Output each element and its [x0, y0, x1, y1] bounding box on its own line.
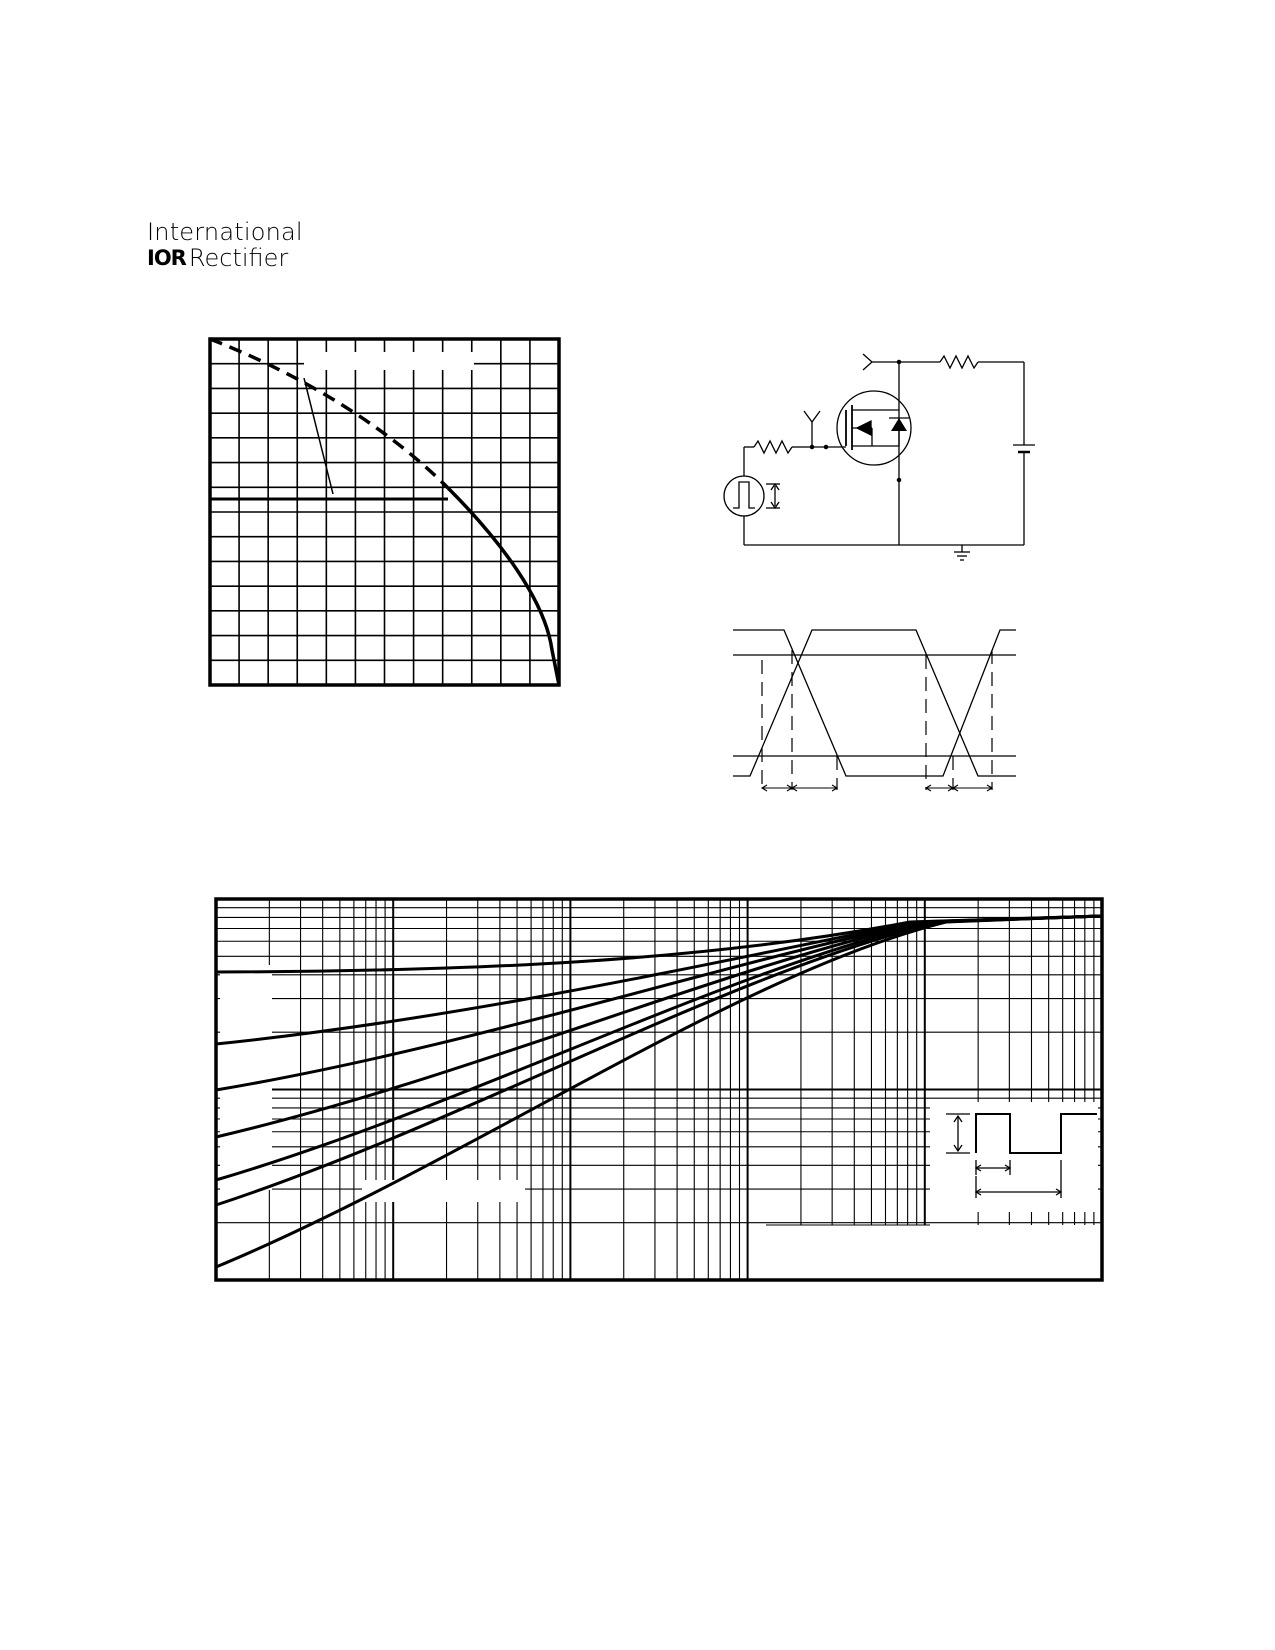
waveform-vgs [733, 630, 1016, 776]
node-dot [810, 445, 813, 448]
curve-d-050 [216, 916, 1102, 972]
curve-single-pulse [216, 916, 1102, 1267]
thermal-notes-box [766, 1225, 1096, 1283]
logo-text-rectifier: Rectifier [188, 244, 289, 272]
thermal-label-single-pulse [362, 1180, 525, 1202]
thermal-response-graph [216, 899, 1102, 1283]
thermal-curves [216, 916, 1102, 1267]
pulse-waveform-icon [733, 482, 755, 508]
logo-text-international: International [147, 218, 303, 246]
ior-logo-mark: IOR [147, 246, 186, 270]
body-diode-icon [891, 418, 907, 431]
curve-d-020 [216, 916, 1102, 1044]
waveform-vds [733, 630, 1016, 776]
node-dot [824, 445, 827, 448]
load-resistor-icon [940, 356, 978, 368]
thermal-label-column [220, 965, 272, 1190]
derating-grid [210, 339, 559, 685]
derating-graph [210, 339, 559, 685]
curve-d-010 [216, 916, 1102, 1090]
thermal-hgrid [216, 908, 1102, 1280]
mosfet-arrow-icon [857, 421, 871, 435]
node-dot [897, 360, 900, 363]
derating-label-box [304, 352, 474, 370]
drain-terminal-arrow [863, 354, 872, 370]
node-dot [897, 478, 900, 481]
gate-probe-icon [804, 411, 820, 422]
duty-cycle-inset-box [930, 1102, 1098, 1212]
switching-waveforms [733, 630, 1016, 791]
switching-test-circuit [724, 354, 1035, 560]
gate-resistor-icon [754, 441, 792, 453]
